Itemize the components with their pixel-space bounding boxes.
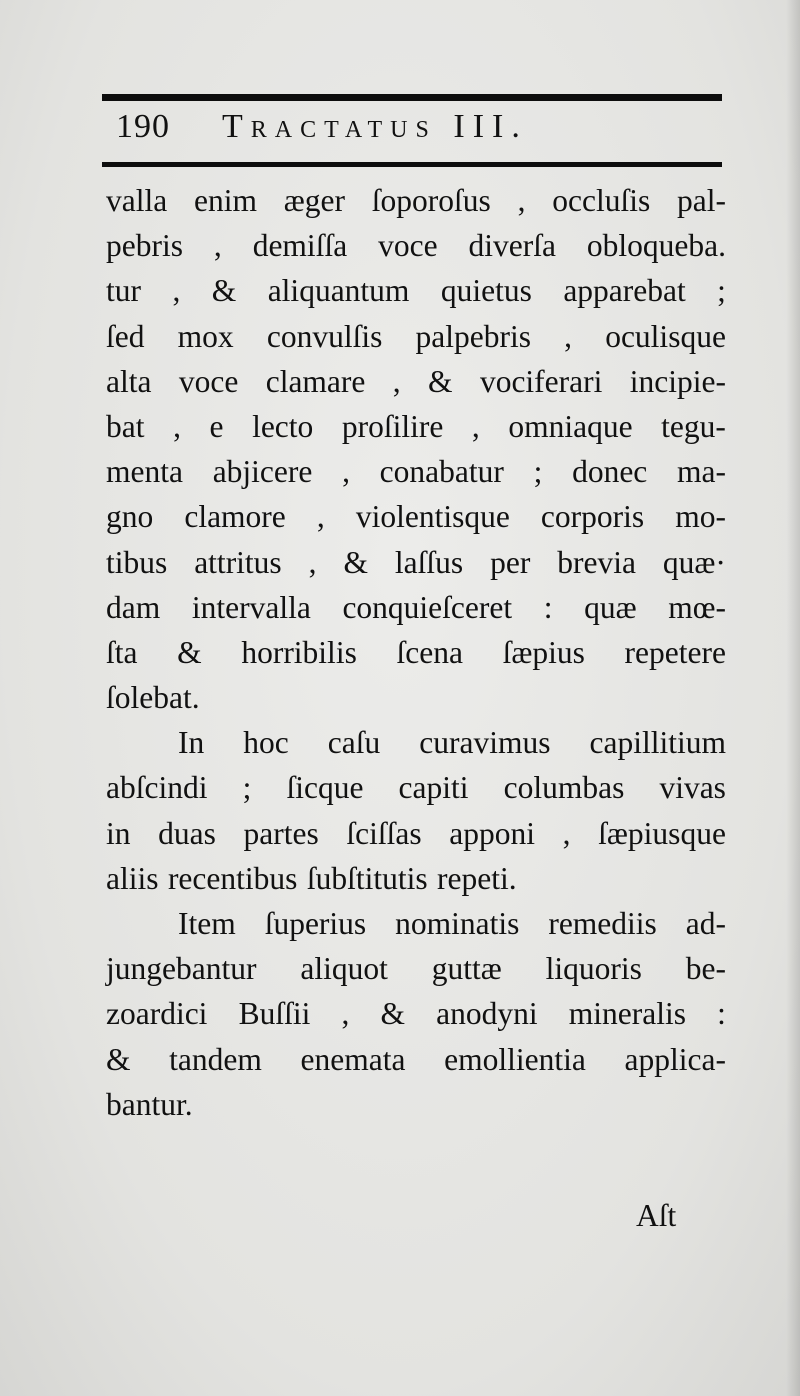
word: ad- [685,906,726,941]
word: ſta [106,634,138,670]
word: ſcena [396,634,463,670]
word: curavimus [419,725,551,761]
word: bantur. [106,1086,193,1122]
word: ſuperius [264,906,367,941]
word: vociferari [479,363,603,399]
word: apparebat [563,273,686,309]
word: & [211,273,237,309]
text-line [106,585,726,630]
word: violentisque [355,499,510,535]
text-line [106,630,726,675]
text-line [106,765,726,810]
word: ma- [677,454,726,490]
text-line [106,540,726,585]
word: mox [177,318,234,354]
word: , [471,408,480,444]
word: capillitium [589,725,726,761]
text-line [106,811,726,856]
word: e [209,408,224,444]
word: conquieſceret [342,589,513,625]
page-number: 190 [116,108,170,145]
word: proſilire [341,408,444,444]
header-rule-top [102,94,722,101]
word: tandem [169,1041,262,1077]
text-line [106,314,726,359]
text-line [106,1082,726,1127]
word: mineralis [568,996,687,1032]
word: intervalla [191,589,311,625]
text-line [106,494,726,539]
text-line [106,359,726,404]
word: aliis [106,860,159,896]
text-line [106,901,726,946]
word: ; [242,770,252,806]
word: be- [685,951,726,987]
word: valla [106,183,168,218]
word: emollientia [444,1041,586,1077]
word: laſſus [394,544,464,580]
word: clamare [265,363,366,399]
word: abſcindi [106,770,208,806]
text-line [106,178,726,223]
word: horribilis [241,634,357,670]
word: & [177,634,202,670]
word: , [341,996,350,1032]
word: brevia [557,544,636,580]
word: apponi [449,815,536,851]
word: aliquantum [267,273,410,309]
word: capiti [398,770,469,806]
word: remediis [548,906,657,941]
word: aliquot [300,951,388,987]
word: ſicque [286,770,364,806]
word: , [562,815,571,851]
word: , [172,273,181,309]
word: partes [243,815,319,851]
word: æger [283,183,346,218]
word: Item [178,906,236,941]
word: enemata [300,1041,406,1077]
text-line [106,268,726,313]
word: , [517,183,526,218]
word: hoc [243,725,289,761]
word: tur [106,273,141,309]
word: corporis [540,499,645,535]
word: & [428,363,453,399]
page-edge-shadow [786,0,800,1396]
word: liquoris [545,951,642,987]
word: voce [178,363,239,399]
word: clamore [184,499,286,535]
word: in [106,815,131,851]
word: , [308,544,317,580]
word: voce [378,228,438,264]
word: quæ [584,589,637,625]
text-line [106,1037,726,1082]
body-text [106,178,726,1127]
text-line [106,404,726,449]
word: gno [106,499,154,535]
word: occluſis [552,183,651,218]
word: palpebris [415,318,531,354]
word: caſu [327,725,381,761]
word: demiſſa [252,228,348,264]
word: , [213,228,222,264]
text-line [106,720,726,765]
word: , [316,499,325,535]
word: incipie- [629,363,726,399]
running-header [116,108,716,156]
catchword: Aſt [636,1198,677,1233]
word: lecto [252,408,314,444]
word: attritus [194,544,282,580]
text-line [106,856,726,901]
text-line [106,946,726,991]
word: alta [106,363,152,399]
text-line [106,991,726,1036]
word: guttæ [431,951,502,987]
word: tibus [106,544,168,580]
word: jungebantur [106,951,257,987]
word: quæ· [662,544,726,580]
header-rule-bottom [102,162,722,167]
word: ſubſtitutis [306,860,428,896]
word: , [564,318,573,354]
word: columbas [503,770,625,806]
word: , [392,363,401,399]
word: Buſſii [238,996,311,1032]
word: per [490,544,531,580]
word: & [343,544,368,580]
word: conabatur [379,454,504,490]
word: ; [533,454,543,490]
word: repeti. [437,860,517,896]
word: donec [572,454,648,490]
text-line [106,675,726,720]
word: abjicere [212,454,313,490]
word: & [380,996,406,1032]
word: applica- [624,1041,726,1077]
word: obloqueba. [586,228,726,264]
word: ſciſſas [346,815,422,851]
word: , [173,408,181,444]
word: recentibus [167,860,298,896]
word: ; [717,273,726,309]
word: tegu- [661,408,726,444]
word: zoardici [106,996,208,1032]
word: pebris [106,228,183,264]
word: anodyni [436,996,538,1032]
word: mo- [675,499,726,535]
word: oculisque [605,318,726,354]
word: omniaque [508,408,633,444]
word: vivas [659,770,726,806]
word: mœ- [668,589,726,625]
word: diverſa [468,228,556,264]
word: convulſis [266,318,383,354]
word: repetere [624,634,726,670]
word: quietus [440,273,532,309]
text-line [106,449,726,494]
word: , [342,454,350,490]
word: ſed [106,318,145,354]
running-title: Tractatus III. [222,108,528,145]
word: bat [106,408,145,444]
word: : [717,996,726,1032]
word: dam [106,589,161,625]
word: In [178,725,205,761]
word: ſæpius [502,634,585,670]
word: ſæpiusque [598,815,726,851]
word: pal- [677,183,726,218]
word: enim [194,183,257,218]
word: menta [106,454,183,490]
text-line [106,223,726,268]
word: ſolebat. [106,680,200,716]
word: nominatis [395,906,520,941]
word: : [543,589,553,625]
word: ſoporoſus [371,183,491,218]
word: duas [158,815,216,851]
word: & [106,1041,131,1077]
